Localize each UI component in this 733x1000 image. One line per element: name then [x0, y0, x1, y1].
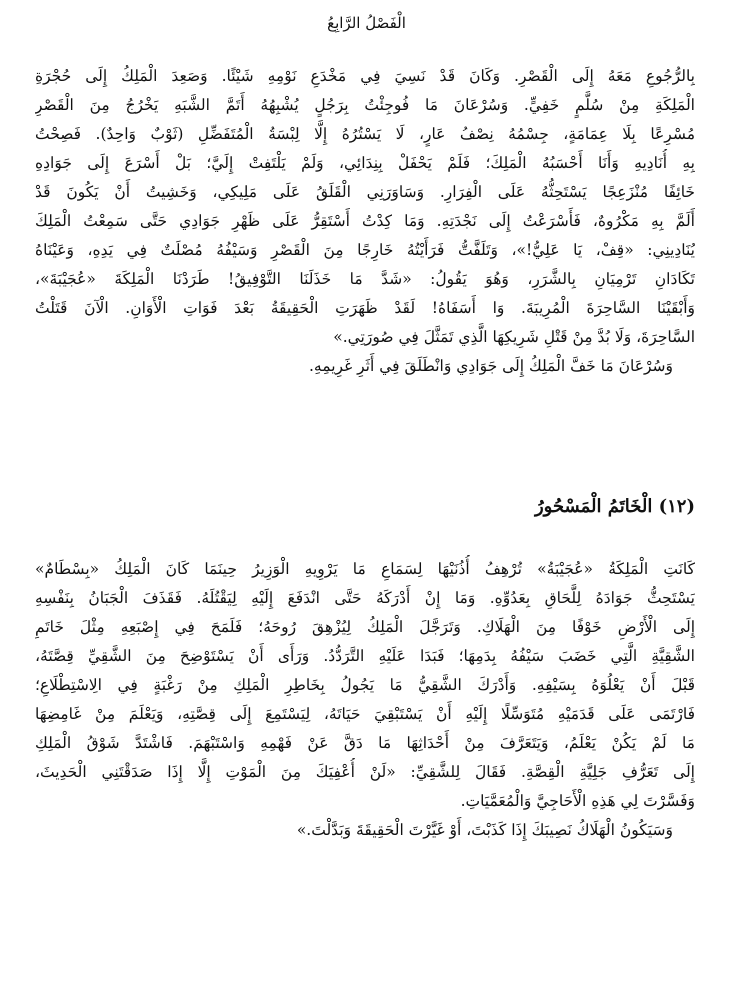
text-line: وَأَبْقَيْنَا السَّاحِرَةَ الْمُرِيبَةَ. وَا أَسَفَاهُ! لَقَدْ ظَهَرَتِ الْحَقِيقَةُ بَعْدَ فَوَاتِ الْأَوَانِ. الْآنَ قَتَلْتُ: [35, 299, 695, 317]
text-line: إِلَى تَعَرُّفِ جَلِيَّةِ الْقِصَّةِ. فَقَالَ لِلشَّقِيِّ: «لَنْ أُعْفِيَكَ مِنَ الْمَوْتِ إِلَّا إِذَا صَدَقْتَنِي الْحَدِيثَ،: [35, 763, 695, 781]
paragraph-block-1: [35, 62, 695, 381]
text-line: إِلَى الْأَرْضِ خَوْفًا مِنَ الْهَلَاكِ. وَتَرَجَّلَ الْمَلِكُ لِيُزْهِقَ رُوحَهُ؛ فَلَمَحَ فِي إِصْبَعِهِ مِثْلَ خَاتَمِ: [35, 618, 695, 636]
text-line: قَبْلَ أَنْ يَعْلُوَهُ بِسَيْفِهِ. وَأَدْرَكَ الشَّقِيُّ مَا يَجُولُ بِخَاطِرِ الْمَلِكِ مِنْ رَغْبَةٍ فِي الِاسْتِطْلَاعِ؛: [35, 676, 695, 694]
text-line: يُنَادِينِي: «قِفْ، يَا عَلِيُّ!»، وَتَلَفَّتُّ فَرَأَيْتُهُ خَارِجًا مِنَ الْقَصْرِ وَسَيْفُهُ مُصْلَتٌ فِي يَدِهِ، وَعَيْنَاهُ: [35, 241, 695, 259]
text-line: بِالرُّجُوعِ مَعَهُ إِلَى الْقَصْرِ. وَكَانَ قَدْ نَسِيَ فِي مَخْدَعِ نَوْمِهِ شَيْئًا. وَصَعِدَ الْمَلِكُ إِلَى حُجْرَةِ: [35, 67, 695, 85]
text-line: وَسَيَكُونُ الْهَلَاكُ نَصِيبَكَ إِذَا كَذَبْتَ، أَوْ غَيَّرْتَ الْحَقِيقَةَ وَبَدَّلْتَ.»: [296, 821, 673, 839]
chapter-heading: الْفَصْلُ الرَّابِعُ: [327, 14, 406, 32]
text-line: تَكَادَانِ تَرْمِيَانِ بِالشَّرَرِ، وَهُوَ يَقُولُ: «شَدَّ مَا خَذَلَنَا التَّوْفِيقُ! طَرَدْنَا الْمَلِكَةَ «عُجَيْبَةَ»،: [35, 270, 695, 288]
text-line: كَانَتِ الْمَلِكَةُ «عُجَيْبَةُ» تُرْهِفُ أُذُنَيْهَا لِسَمَاعِ مَا يَرْوِيهِ الْوَزِيرُ حِينَمَا كَانَ الْمَلِكُ «بِسْطَامٌ»: [35, 560, 695, 578]
text-line: فَارْتَمَى عَلَى قَدَمَيْهِ مُتَوَسِّلًا إِلَيْهِ أَنْ يَسْتَبْقِيَ حَيَاتَهُ، لِيَسْتَمِعَ إِلَى قِصَّتِهِ، وَيَعْلَمَ مِنْ غَامِضِهَا: [35, 705, 695, 723]
text-line: الْمَلِكَةِ مِنْ سُلَّمٍ خَفِيٍّ. وَسُرْعَانَ مَا فُوجِئْتُ بِرَجُلٍ يُشْبِهُهُ أَتَمَّ الشَّبَهِ يَخْرُجُ مِنَ الْقَصْرِ: [35, 96, 695, 114]
text-line: الشَّقِيَّةِ الَّتِي خَضَبَ سَيْفُهُ بِدَمِهَا؛ فَبَدَا عَلَيْهِ التَّرَدُّدُ. وَرَأَى أَنْ يَسْتَوْضِحَ مِنَ الشَّقِيِّ قِصَّتَهُ،: [35, 647, 695, 665]
text-line: مُسْرِعًا بِلَا عِمَامَةٍ، جِسْمُهُ نِصْفُ عَارٍ، لَا يَسْتُرُهُ إِلَّا لِبْسَةُ الْمُتَفَضِّلِ (ثَوْبٌ وَاحِدٌ). فَصِحْتُ: [35, 125, 695, 143]
paragraph-block-2: [35, 555, 695, 845]
text-line: أَلَمَّ بِهِ مَكْرُوهٌ، فَأَسْرَعْتُ إِلَى نَجْدَتِهِ. وَمَا كِدْتُ أَسْتَقِرُّ عَلَى ظَهْرِ جَوَادِي حَتَّى سَمِعْتُ الْمَلِكَ: [35, 212, 695, 230]
text-line: وَسُرْعَانَ مَا خَفَّ الْمَلِكُ إِلَى جَوَادِي وَانْطَلَقَ فِي أَثَرِ غَرِيمِهِ.: [309, 357, 673, 375]
text-line: بِهِ أُنَادِيهِ وَأَنَا أَحْسَبُهُ الْمَلِكَ؛ فَلَمْ يَحْفَلْ بِنِدَائِي، وَلَمْ يَلْتَفِتْ إِلَيَّ؛ بَلْ أَسْرَعَ إِلَى جَوَادِهِ: [35, 154, 695, 172]
text-line: يَسْتَحِثُّ جَوَادَهُ لِلَّحَاقِ بِعَدُوِّهِ. وَمَا إِنْ أَدْرَكَهُ حَتَّى انْدَفَعَ إِلَيْهِ لِيَقْتُلَهُ. فَقَذَفَ الْجَبَانُ بِنَفْسِهِ: [35, 589, 695, 607]
text-line: وَفَسَّرْتَ لِي هَذِهِ الْأَحَاجِيَّ وَالْمُعَمَّيَاتِ.: [460, 792, 695, 810]
section-title: (١٢) الْخَاتَمُ الْمَسْحُورُ: [534, 496, 695, 517]
text-line: خَائِفًا مُنْزَعِجًا يَسْتَحِثُّهُ عَلَى الْفِرَارِ. وَسَاوَرَنِي الْقَلَقُ عَلَى مَلِيكِي، وَخَشِيتُ أَنْ يَكُونَ قَدْ: [35, 183, 695, 201]
text-line: مَا لَمْ يَكُنْ يَعْلَمُ، وَيَتَعَرَّفَ مِنْ أَحْدَاثِهَا مَا دَقَّ عَنْ فَهْمِهِ وَاسْتَبْهَمَ. فَاشْتَدَّ شَوْقُ الْمَلِكِ: [35, 734, 695, 752]
text-line: السَّاحِرَةَ، وَلَا بُدَّ مِنْ قَتْلِ شَرِيكِهَا الَّذِي تَمَثَّلَ فِي صُورَتِي.»: [333, 328, 695, 346]
